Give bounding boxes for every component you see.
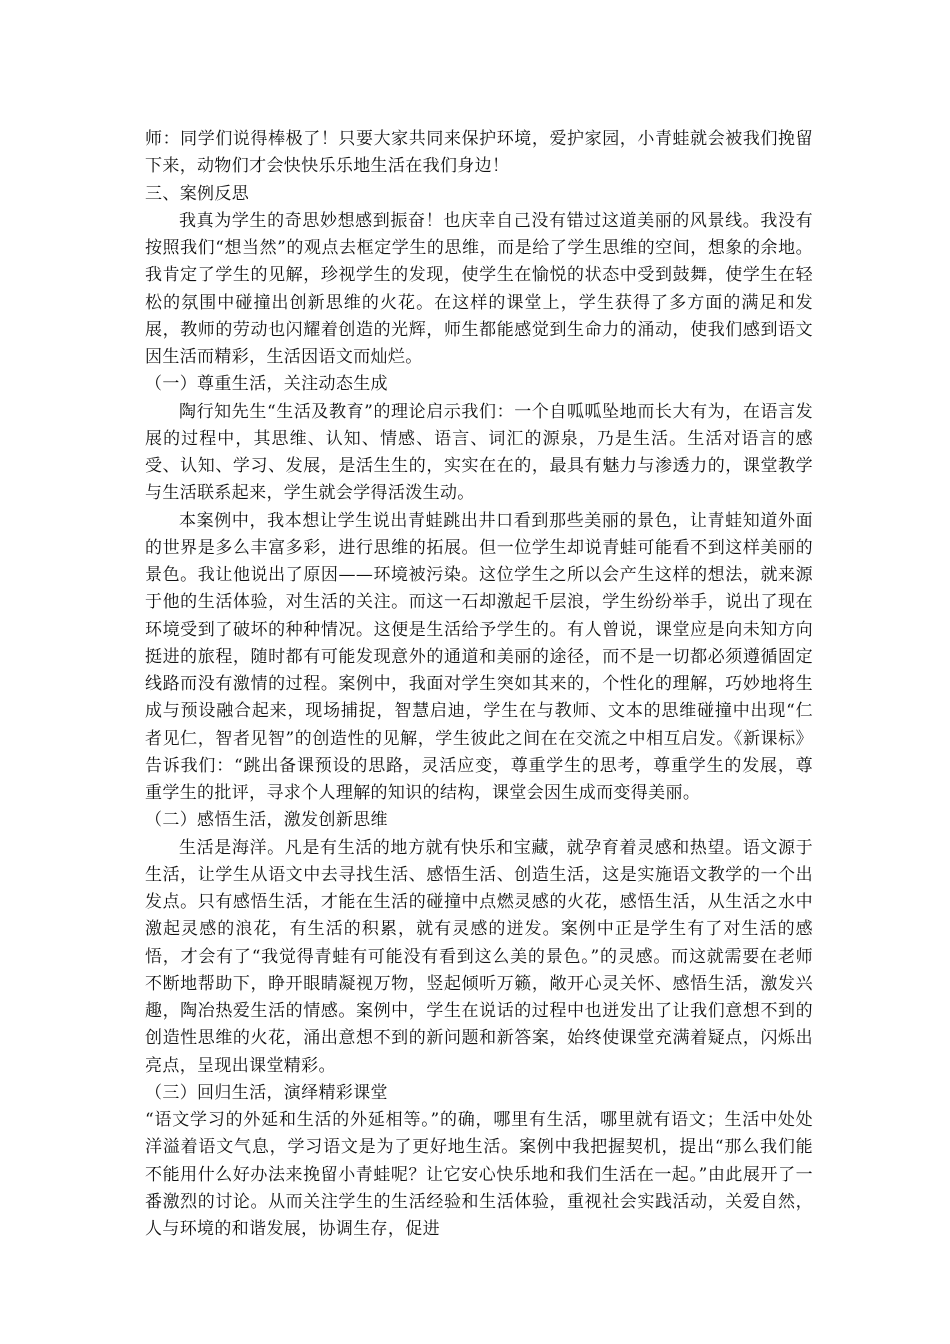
paragraph-case-analysis: 本案例中，我本想让学生说出青蛙跳出井口看到那些美丽的景色，让青蛙知道外面的世界是多么丰富多彩，进行思维的拓展。但一位学生却说青蛙可能看不到这样美丽的景色。我让他说出了原因——环境被污染。这位学生之所以会产生这样的想法，就来源于他的生活体验，对生活的关注。而这一石却激起千层浪，学生纷纷举手，说出了现在环境受到了破坏的种种情况。这便是生活给予学生的。有人曾说，课堂应是向未知方向挺进的旅程，随时都有可能发现意外的通道和美丽的途径，而不是一切都必须遵循固定线路而没有激情的过程。案例中，我面对学生突如其来的，个性化的理解，巧妙地将生成与预设融合起来，现场捕捉，智慧启迪，学生在与教师、文本的思维碰撞中出现“仁者见仁，智者见智”的创造性的见解，学生彼此之间在在交流之中相互启发。《新课标》告诉我们：“跳出备课预设的思路，灵活应变，尊重学生的思考，尊重学生的发展，尊重学生的批评，寻求个人理解的知识的结构，课堂会因生成而变得美丽。 [145,510,813,803]
reflection-paragraph: 我真为学生的奇思妙想感到振奋！也庆幸自己没有错过这道美丽的风景线。我没有按照我们“想当然”的观点去框定学生的思维，而是给了学生思维的空间，想象的余地。我肯定了学生的见解，珍视学生的发现，使学生在愉悦的状态中受到鼓舞，使学生在轻松的氛围中碰撞出创新思维的火花。在这样的课堂上，学生获得了多方面的满足和发展，教师的劳动也闪耀着创造的光辉，师生都能感觉到生命力的涌动，使我们感到语文因生活而精彩，生活因语文而灿烂。 [145,210,813,367]
document-page [145,126,813,1243]
paragraph-tao-xingzhi: 陶行知先生“生活及教育”的理论启示我们：一个自呱呱坠地而长大有为，在语言发展的过程中，其思维、认知、情感、语言、词汇的源泉，乃是生活。生活对语言的感受、认知、学习、发展，是活生生的，实实在在的，最具有魅力与渗透力的，课堂教学与生活联系起来，学生就会学得活泼生动。 [145,401,813,504]
intro-paragraph: 师：同学们说得棒极了！只要大家共同来保护环境，爱护家园，小青蛙就会被我们挽留下来，动物们才会快快乐乐地生活在我们身边！ [145,129,813,177]
subheading-perceive-life: （二）感悟生活，激发创新思维 [145,810,388,831]
subheading-respect-life: （一）尊重生活，关注动态生成 [145,374,388,395]
section-heading: 三、案例反思 [145,183,250,204]
paragraph-life-ocean: 生活是海洋。凡是有生活的地方就有快乐和宝藏，就孕育着灵感和热望。语文源于生活，让学生从语文中去寻找生活、感悟生活、创造生活，这是实施语文教学的一个出发点。只有感悟生活，才能在生活的碰撞中点燃灵感的火花，感悟生活，从生活之水中激起灵感的浪花，有生活的积累，就有灵感的迸发。案例中正是学生有了对生活的感悟，才会有了“我觉得青蛙有可能没有看到这么美的景色。”的灵感。而这就需要在老师不断地帮助下，睁开眼睛凝视万物，竖起倾听万籁，敞开心灵关怀、感悟生活，激发兴趣，陶冶热爱生活的情感。案例中，学生在说话的过程中也迸发出了让我们意想不到的创造性思维的火花，涌出意想不到的新问题和新答案，始终使课堂充满着疑点，闪烁出亮点，呈现出课堂精彩。 [145,837,813,1076]
paragraph-language-learning: “语文学习的外延和生活的外延相等。”的确，哪里有生活，哪里就有语文；生活中处处洋溢着语文气息，学习语文是为了更好地生活。案例中我把握契机，提出“那么我们能不能用什么好办法来挽留小青蛙呢？让它安心快乐地和我们生活在一起。”由此展开了一番激烈的讨论。从而关注学生的生活经验和生活体验，重视社会实践活动，关爱自然，人与环境的和谐发展，协调生存，促进 [145,1110,813,1239]
subheading-return-life: （三）回归生活，演绎精彩课堂 [145,1082,388,1103]
